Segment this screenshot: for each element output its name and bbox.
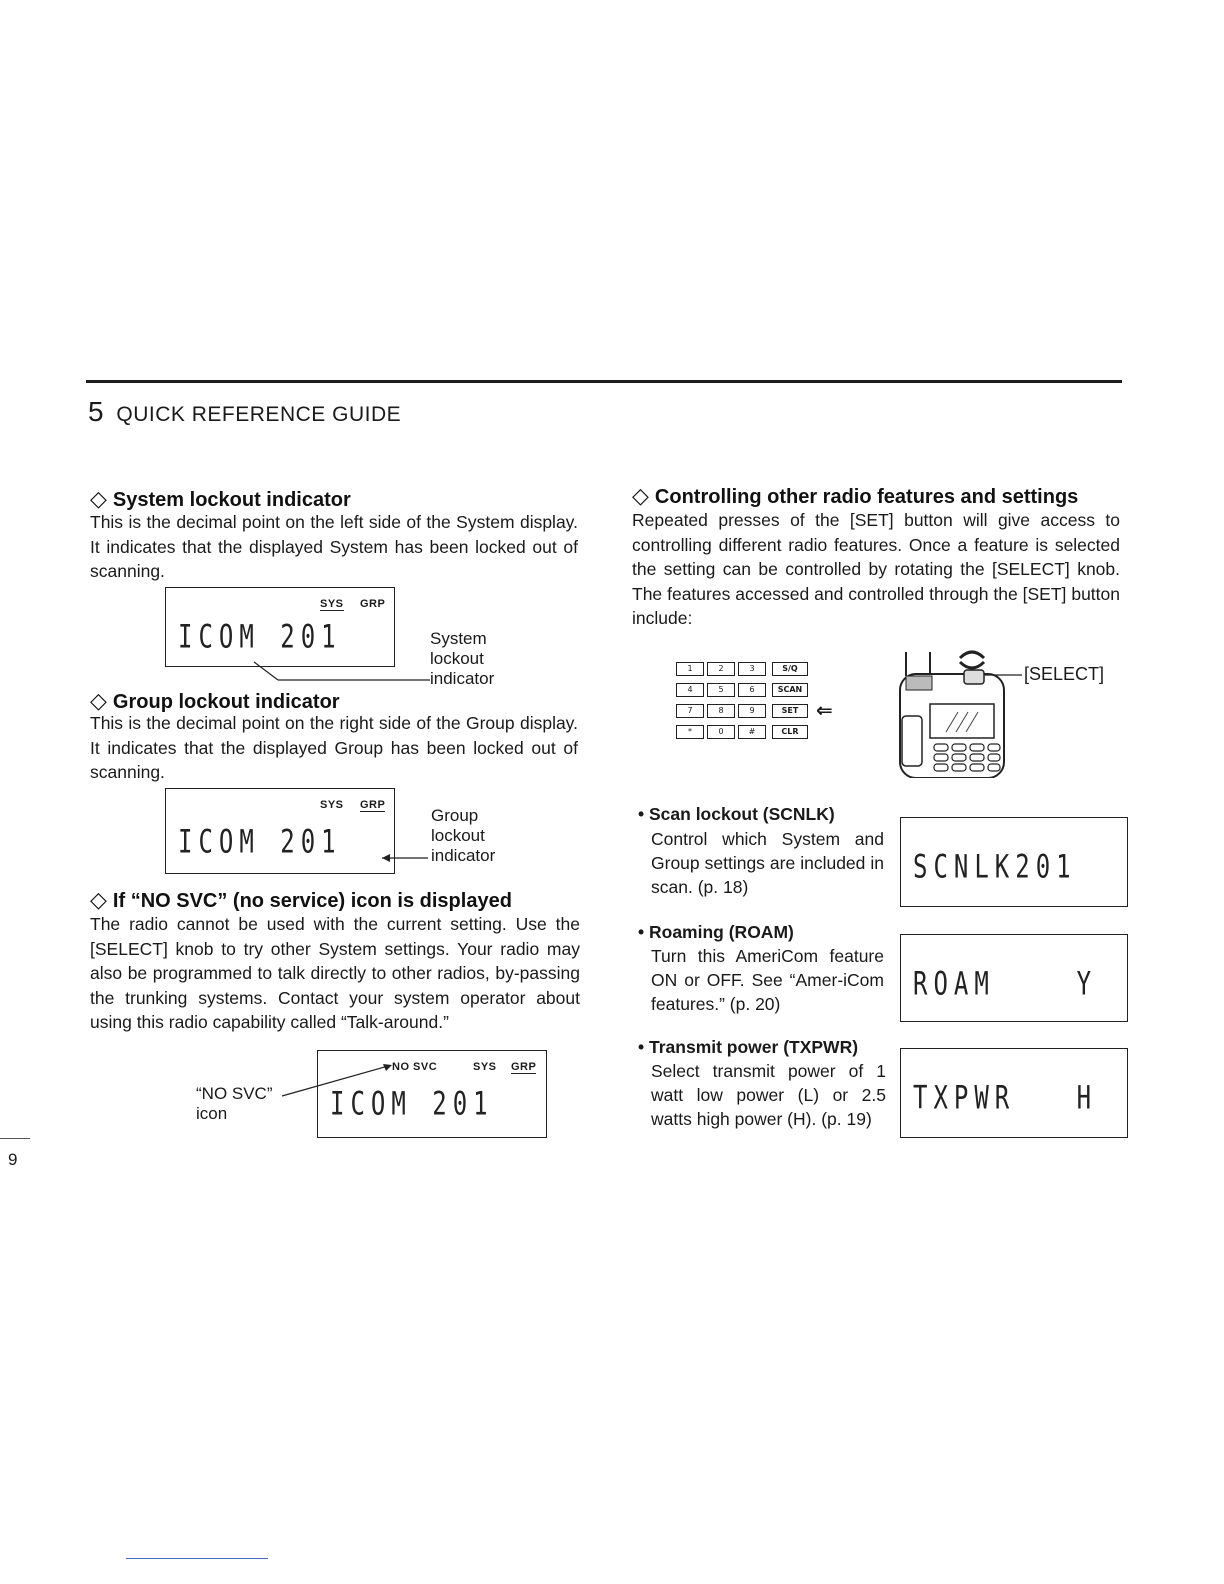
diamond-icon: ◇	[90, 887, 107, 912]
page-number: 9	[8, 1150, 18, 1169]
key-5: 5	[707, 683, 735, 697]
no-svc-text: The radio cannot be used with the current setting. Use the [SELECT] knob to try other System settings. Your radio may also be programmed to talk directly to other radios, by-passing the trunking systems. Contact your system operator about using this radio capability called “Talk-around.”	[90, 914, 580, 1032]
diamond-icon: ◇	[90, 486, 107, 511]
lcd-display-text: SCNLK201	[913, 848, 1077, 886]
key-9: 9	[738, 704, 766, 718]
key-4: 4	[676, 683, 704, 697]
roaming-text: Turn this AmeriCom feature ON or OFF. See “Amer-iCom features.” (p. 20)	[651, 946, 884, 1014]
footer-line	[126, 1558, 268, 1559]
lcd-display-text: TXPWR H	[913, 1079, 1098, 1117]
no-svc-callout: “NO SVC” icon	[196, 1084, 273, 1123]
key-1: 1	[676, 662, 704, 676]
lcd-display-text: ICOM 201	[178, 823, 342, 861]
chapter-number: 5	[88, 396, 105, 427]
chapter-heading	[88, 396, 401, 428]
group-lockout-heading: ◇ Group lockout indicator	[90, 688, 340, 713]
lcd-display-text: ICOM 201	[178, 618, 342, 656]
diamond-icon: ◇	[632, 483, 649, 508]
transmit-power-text: Select transmit power of 1 watt low power (L) or 2.5 watts high power (H). (p. 19)	[651, 1061, 886, 1129]
key-set: SET	[772, 704, 808, 718]
group-lockout-text: This is the decimal point on the right side of the Group display. It indicates that the displayed Group has been locked out of scanning.	[90, 713, 578, 782]
key-clr: CLR	[772, 725, 808, 739]
lcd-display-text: ICOM 201	[330, 1085, 494, 1123]
key-6: 6	[738, 683, 766, 697]
key-star: *	[676, 725, 704, 739]
set-arrow-icon: ⇐	[816, 700, 833, 722]
group-lockout-callout: Group lockout indicator	[431, 806, 496, 865]
scan-lockout-lcd	[900, 817, 1128, 907]
key-sq: S/Q	[772, 662, 808, 676]
system-lockout-text: This is the decimal point on the left side of the System display. It indicates that the displayed System has been locked out of scanning.	[90, 512, 578, 581]
key-hash: #	[738, 725, 766, 739]
no-svc-heading: ◇ If “NO SVC” (no service) icon is displayed	[90, 887, 512, 912]
lcd-grp-label: GRP	[360, 799, 386, 811]
transmit-power-lcd	[900, 1048, 1128, 1138]
radio-illustration	[894, 646, 1024, 778]
system-lockout-callout: System lockout indicator	[430, 629, 495, 688]
controlling-text: Repeated presses of the [SET] button will give access to controlling different radio features. Once a feature is selected the setting can be controlled by rotating the [SELECT] knob. The features accessed and controlled through the [SET] button include:	[632, 510, 1120, 628]
system-lockout-leader	[250, 660, 435, 685]
diamond-icon: ◇	[90, 688, 107, 713]
lcd-display-text: ROAM Y	[913, 965, 1098, 1003]
transmit-power-title: • Transmit power (TXPWR)	[638, 1037, 859, 1057]
controlling-heading: ◇ Controlling other radio features and settings	[632, 483, 1079, 508]
group-lockout-lcd	[165, 788, 395, 874]
key-7: 7	[676, 704, 704, 718]
lcd-sys-label: SYS	[320, 598, 344, 610]
system-lockout-lcd	[165, 587, 395, 667]
lcd-sys-label: SYS	[320, 799, 344, 811]
roaming-lcd	[900, 934, 1128, 1022]
key-0: 0	[707, 725, 735, 739]
key-3: 3	[738, 662, 766, 676]
scan-lockout-text: Control which System and Group settings are included in scan. (p. 18)	[651, 829, 884, 897]
chapter-title: QUICK REFERENCE GUIDE	[116, 403, 402, 426]
lcd-sys-label: SYS	[473, 1061, 497, 1073]
no-svc-leader	[280, 1058, 396, 1100]
lcd-grp-label: GRP	[511, 1061, 537, 1073]
lcd-grp-label: GRP	[360, 598, 386, 610]
header-rule	[86, 380, 1122, 383]
lcd-nosvc-label: NO SVC	[392, 1061, 438, 1073]
roaming-title: • Roaming (ROAM)	[638, 922, 794, 942]
page-number-bar	[0, 1138, 30, 1139]
key-8: 8	[707, 704, 735, 718]
keypad-diagram	[676, 662, 846, 742]
key-2: 2	[707, 662, 735, 676]
select-knob-label: [SELECT]	[1024, 664, 1105, 684]
system-lockout-heading: ◇ System lockout indicator	[90, 486, 351, 511]
key-scan: SCAN	[772, 683, 808, 697]
scan-lockout-title: • Scan lockout (SCNLK)	[638, 804, 835, 824]
